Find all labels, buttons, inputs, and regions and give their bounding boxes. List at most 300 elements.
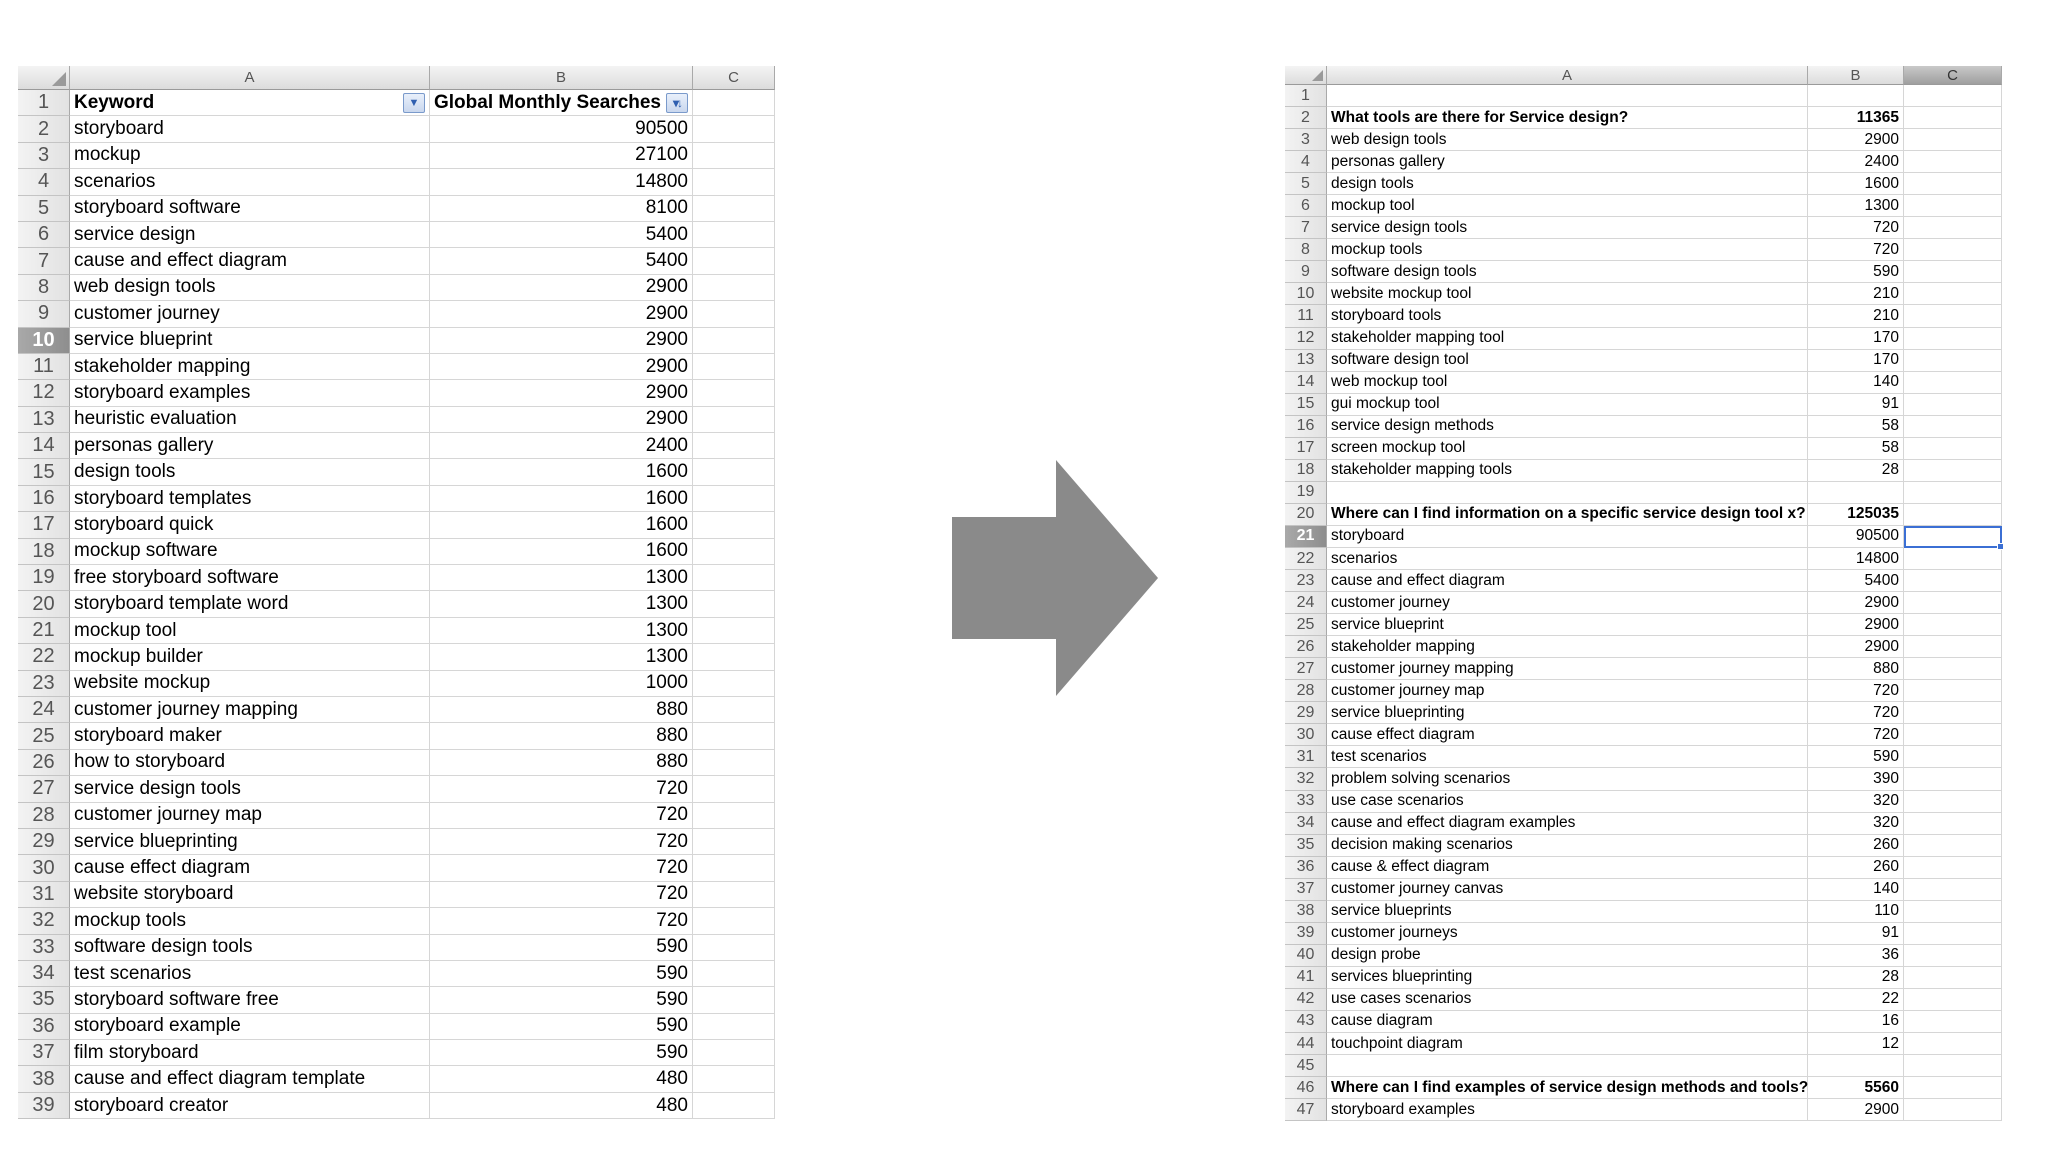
keyword-cell[interactable] [1327,129,1808,151]
row-number[interactable]: 14 [18,433,70,459]
keyword-cell[interactable] [1327,945,1808,967]
searches-cell[interactable] [1808,173,1904,195]
searches-cell[interactable] [1808,923,1904,945]
row-number[interactable]: 40 [1285,945,1327,967]
row-number[interactable]: 39 [18,1093,70,1119]
empty-cell[interactable] [693,169,775,195]
keyword-cell[interactable] [70,539,430,565]
row-number[interactable]: 10 [1285,283,1327,305]
row-number[interactable]: 7 [1285,217,1327,239]
empty-cell[interactable] [1904,614,2002,636]
row-number[interactable]: 16 [1285,416,1327,438]
empty-cell[interactable] [1904,283,2002,305]
empty-cell[interactable] [693,248,775,274]
row-number[interactable]: 10 [18,328,70,354]
searches-cell[interactable] [430,565,693,591]
row-number[interactable]: 18 [18,539,70,565]
keyword-cell[interactable] [1327,658,1808,680]
row-number[interactable]: 12 [1285,328,1327,350]
keyword-cell[interactable] [1327,592,1808,614]
searches-cell[interactable] [430,1040,693,1066]
keyword-cell[interactable] [1327,768,1808,790]
keyword-cell[interactable] [70,750,430,776]
empty-cell[interactable] [693,908,775,934]
row-number[interactable]: 16 [18,486,70,512]
column-header-a[interactable]: A [70,66,430,90]
searches-cell[interactable] [1808,1077,1904,1099]
searches-cell[interactable] [430,1093,693,1119]
row-number[interactable]: 25 [1285,614,1327,636]
empty-cell[interactable] [1904,636,2002,658]
keyword-cell[interactable] [1327,548,1808,570]
row-number[interactable]: 11 [1285,305,1327,327]
searches-cell[interactable] [1808,151,1904,173]
row-number[interactable]: 25 [18,723,70,749]
searches-cell[interactable] [430,301,693,327]
empty-cell[interactable] [1904,305,2002,327]
keyword-cell[interactable] [1327,901,1808,923]
empty-cell[interactable] [1904,746,2002,768]
row-number[interactable]: 13 [18,407,70,433]
empty-cell[interactable] [1904,680,2002,702]
keyword-cell[interactable] [1327,107,1808,129]
searches-cell[interactable] [1808,372,1904,394]
row-number[interactable]: 34 [18,961,70,987]
empty-cell[interactable] [693,486,775,512]
keyword-cell[interactable] [1327,879,1808,901]
keyword-cell[interactable] [1327,967,1808,989]
searches-cell[interactable] [430,1066,693,1092]
keyword-cell[interactable] [1327,1077,1808,1099]
filter-dropdown-icon[interactable]: ▼ [403,93,425,113]
empty-cell[interactable] [1904,945,2002,967]
empty-cell[interactable] [693,380,775,406]
row-number[interactable]: 42 [1285,989,1327,1011]
searches-cell[interactable] [1808,658,1904,680]
row-number[interactable]: 17 [1285,438,1327,460]
keyword-cell[interactable] [1327,482,1808,504]
row-number[interactable]: 27 [1285,658,1327,680]
keyword-cell[interactable] [1327,350,1808,372]
searches-cell[interactable] [430,935,693,961]
row-number[interactable]: 36 [18,1014,70,1040]
keyword-cell[interactable] [1327,85,1808,107]
keyword-cell[interactable] [1327,702,1808,724]
empty-cell[interactable] [1904,791,2002,813]
keyword-cell[interactable] [1327,835,1808,857]
empty-cell[interactable] [1904,217,2002,239]
keyword-cell[interactable] [1327,195,1808,217]
keyword-cell[interactable] [70,644,430,670]
keyword-cell[interactable] [1327,504,1808,526]
searches-cell[interactable] [430,671,693,697]
keyword-cell[interactable] [70,248,430,274]
keyword-cell[interactable] [70,433,430,459]
empty-cell[interactable] [1904,1055,2002,1077]
searches-cell[interactable] [430,90,693,116]
keyword-cell[interactable] [1327,372,1808,394]
row-number[interactable]: 19 [18,565,70,591]
searches-cell[interactable] [430,723,693,749]
keyword-cell[interactable] [1327,614,1808,636]
empty-cell[interactable] [1904,107,2002,129]
searches-cell[interactable] [430,196,693,222]
searches-cell[interactable] [430,248,693,274]
row-number[interactable]: 38 [18,1066,70,1092]
searches-cell[interactable] [430,618,693,644]
empty-cell[interactable] [693,803,775,829]
keyword-cell[interactable] [1327,416,1808,438]
row-number[interactable]: 37 [1285,879,1327,901]
searches-cell[interactable] [430,143,693,169]
row-number[interactable]: 21 [1285,526,1327,548]
row-number[interactable]: 15 [1285,394,1327,416]
searches-cell[interactable] [430,803,693,829]
keyword-cell[interactable] [1327,1099,1808,1121]
searches-cell[interactable] [1808,261,1904,283]
select-all-corner[interactable] [18,66,70,90]
row-number[interactable]: 20 [18,591,70,617]
row-number[interactable]: 22 [18,644,70,670]
row-number[interactable]: 1 [1285,85,1327,107]
keyword-cell[interactable] [70,459,430,485]
empty-cell[interactable] [1904,1099,2002,1121]
searches-cell[interactable] [1808,857,1904,879]
keyword-cell[interactable] [1327,570,1808,592]
searches-cell[interactable] [430,1014,693,1040]
empty-cell[interactable] [693,116,775,142]
empty-cell[interactable] [1904,1033,2002,1055]
empty-cell[interactable] [1904,989,2002,1011]
searches-cell[interactable] [1808,879,1904,901]
searches-cell[interactable] [430,512,693,538]
keyword-cell[interactable] [70,222,430,248]
searches-cell[interactable] [1808,835,1904,857]
keyword-cell[interactable] [70,380,430,406]
searches-cell[interactable] [1808,945,1904,967]
empty-cell[interactable] [1904,923,2002,945]
empty-cell[interactable] [693,961,775,987]
row-number[interactable]: 5 [1285,173,1327,195]
row-number[interactable]: 31 [18,882,70,908]
searches-cell[interactable] [1808,350,1904,372]
row-number[interactable]: 45 [1285,1055,1327,1077]
keyword-cell[interactable] [1327,217,1808,239]
searches-cell[interactable] [1808,195,1904,217]
empty-cell[interactable] [693,301,775,327]
empty-cell[interactable] [693,697,775,723]
keyword-cell[interactable] [70,1014,430,1040]
searches-cell[interactable] [1808,724,1904,746]
row-number[interactable]: 28 [18,803,70,829]
searches-cell[interactable] [1808,813,1904,835]
empty-cell[interactable] [693,829,775,855]
empty-cell[interactable] [1904,129,2002,151]
row-number[interactable]: 27 [18,776,70,802]
empty-cell[interactable] [693,1040,775,1066]
empty-cell[interactable] [1904,85,2002,107]
empty-cell[interactable] [1904,482,2002,504]
empty-cell[interactable] [1904,328,2002,350]
searches-cell[interactable] [430,829,693,855]
row-number[interactable]: 12 [18,380,70,406]
empty-cell[interactable] [693,618,775,644]
column-header-a[interactable]: A [1327,66,1808,85]
searches-cell[interactable] [430,776,693,802]
searches-cell[interactable] [1808,791,1904,813]
row-number[interactable]: 43 [1285,1011,1327,1033]
empty-cell[interactable] [1904,1011,2002,1033]
empty-cell[interactable] [1904,394,2002,416]
searches-cell[interactable] [430,222,693,248]
row-number[interactable]: 26 [1285,636,1327,658]
searches-cell[interactable] [430,644,693,670]
keyword-cell[interactable] [70,591,430,617]
row-number[interactable]: 23 [1285,570,1327,592]
row-number[interactable]: 18 [1285,460,1327,482]
column-header-c[interactable]: C [693,66,775,90]
searches-cell[interactable] [1808,680,1904,702]
row-number[interactable]: 30 [18,855,70,881]
empty-cell[interactable] [1904,592,2002,614]
searches-cell[interactable] [430,697,693,723]
row-number[interactable]: 33 [18,935,70,961]
row-number[interactable]: 36 [1285,857,1327,879]
row-number[interactable]: 11 [18,354,70,380]
searches-cell[interactable] [1808,901,1904,923]
empty-cell[interactable] [693,407,775,433]
keyword-cell[interactable] [1327,989,1808,1011]
empty-cell[interactable] [1904,967,2002,989]
keyword-cell[interactable] [70,987,430,1013]
keyword-cell[interactable] [1327,394,1808,416]
searches-cell[interactable] [430,328,693,354]
column-header-b[interactable]: B [1808,66,1904,85]
searches-cell[interactable] [1808,592,1904,614]
searches-cell[interactable] [1808,702,1904,724]
searches-cell[interactable] [430,855,693,881]
empty-cell[interactable] [1904,724,2002,746]
empty-cell[interactable] [693,855,775,881]
row-number[interactable]: 33 [1285,791,1327,813]
searches-cell[interactable] [430,987,693,1013]
column-header-c[interactable]: C [1904,66,2002,85]
row-number[interactable]: 24 [1285,592,1327,614]
keyword-cell[interactable] [70,354,430,380]
empty-cell[interactable] [693,275,775,301]
row-number[interactable]: 23 [18,671,70,697]
keyword-cell[interactable] [1327,526,1808,548]
empty-cell[interactable] [1904,195,2002,217]
active-cell[interactable] [1904,526,2002,548]
empty-cell[interactable] [693,935,775,961]
row-number[interactable]: 2 [1285,107,1327,129]
keyword-cell[interactable] [70,829,430,855]
empty-cell[interactable] [693,671,775,697]
keyword-cell[interactable] [70,512,430,538]
keyword-cell[interactable] [70,908,430,934]
empty-cell[interactable] [1904,261,2002,283]
row-number[interactable]: 47 [1285,1099,1327,1121]
keyword-cell[interactable] [1327,328,1808,350]
keyword-cell[interactable] [70,1040,430,1066]
empty-cell[interactable] [693,459,775,485]
searches-cell[interactable] [1808,614,1904,636]
empty-cell[interactable] [1904,702,2002,724]
row-number[interactable]: 32 [1285,768,1327,790]
searches-cell[interactable] [430,354,693,380]
keyword-cell[interactable] [70,169,430,195]
searches-cell[interactable] [1808,394,1904,416]
row-number[interactable]: 4 [1285,151,1327,173]
keyword-cell[interactable] [70,407,430,433]
empty-cell[interactable] [1904,813,2002,835]
keyword-cell[interactable] [70,776,430,802]
row-number[interactable]: 4 [18,169,70,195]
searches-cell[interactable] [1808,989,1904,1011]
searches-cell[interactable] [1808,283,1904,305]
searches-cell[interactable] [430,539,693,565]
empty-cell[interactable] [693,90,775,116]
empty-cell[interactable] [693,328,775,354]
keyword-cell[interactable] [70,196,430,222]
keyword-cell[interactable] [1327,923,1808,945]
row-number[interactable]: 13 [1285,350,1327,372]
empty-cell[interactable] [693,644,775,670]
keyword-cell[interactable] [1327,283,1808,305]
searches-cell[interactable] [430,433,693,459]
row-number[interactable]: 5 [18,196,70,222]
searches-cell[interactable] [1808,85,1904,107]
empty-cell[interactable] [1904,768,2002,790]
keyword-cell[interactable] [1327,857,1808,879]
keyword-cell[interactable] [70,565,430,591]
keyword-cell[interactable] [1327,261,1808,283]
keyword-cell[interactable] [70,961,430,987]
row-number[interactable]: 38 [1285,901,1327,923]
empty-cell[interactable] [693,565,775,591]
searches-cell[interactable] [430,486,693,512]
empty-cell[interactable] [693,512,775,538]
row-number[interactable]: 44 [1285,1033,1327,1055]
row-number[interactable]: 28 [1285,680,1327,702]
searches-cell[interactable] [430,882,693,908]
searches-cell[interactable] [1808,1033,1904,1055]
searches-cell[interactable] [1808,239,1904,261]
row-number[interactable]: 35 [1285,835,1327,857]
keyword-cell[interactable] [1327,680,1808,702]
empty-cell[interactable] [693,433,775,459]
searches-cell[interactable] [1808,526,1904,548]
row-number[interactable]: 9 [1285,261,1327,283]
searches-cell[interactable] [1808,460,1904,482]
keyword-cell[interactable] [70,301,430,327]
searches-cell[interactable] [430,116,693,142]
keyword-cell[interactable] [1327,791,1808,813]
keyword-cell[interactable] [70,486,430,512]
empty-cell[interactable] [693,750,775,776]
searches-cell[interactable] [1808,636,1904,658]
keyword-cell[interactable] [1327,813,1808,835]
row-number[interactable]: 6 [1285,195,1327,217]
searches-cell[interactable] [1808,129,1904,151]
keyword-cell[interactable] [70,275,430,301]
keyword-cell[interactable] [1327,1033,1808,1055]
row-number[interactable]: 20 [1285,504,1327,526]
empty-cell[interactable] [1904,835,2002,857]
row-number[interactable]: 35 [18,987,70,1013]
empty-cell[interactable] [693,539,775,565]
row-number[interactable]: 26 [18,750,70,776]
searches-cell[interactable] [430,407,693,433]
empty-cell[interactable] [1904,857,2002,879]
empty-cell[interactable] [1904,350,2002,372]
searches-cell[interactable] [1808,305,1904,327]
searches-cell[interactable] [1808,768,1904,790]
empty-cell[interactable] [1904,460,2002,482]
keyword-cell[interactable] [1327,460,1808,482]
keyword-cell[interactable] [70,618,430,644]
row-number[interactable]: 19 [1285,482,1327,504]
keyword-cell[interactable] [1327,746,1808,768]
row-number[interactable]: 15 [18,459,70,485]
searches-cell[interactable] [1808,107,1904,129]
keyword-cell[interactable] [70,697,430,723]
select-all-corner[interactable] [1285,66,1327,85]
keyword-cell[interactable] [70,116,430,142]
empty-cell[interactable] [1904,173,2002,195]
searches-cell[interactable] [1808,1055,1904,1077]
empty-cell[interactable] [693,776,775,802]
row-number[interactable]: 8 [1285,239,1327,261]
searches-cell[interactable] [1808,482,1904,504]
row-number[interactable]: 29 [1285,702,1327,724]
row-number[interactable]: 24 [18,697,70,723]
row-number[interactable]: 37 [18,1040,70,1066]
row-number[interactable]: 7 [18,248,70,274]
empty-cell[interactable] [1904,548,2002,570]
row-number[interactable]: 31 [1285,746,1327,768]
row-number[interactable]: 29 [18,829,70,855]
empty-cell[interactable] [1904,570,2002,592]
searches-cell[interactable] [430,591,693,617]
empty-cell[interactable] [1904,879,2002,901]
keyword-cell[interactable] [70,803,430,829]
searches-cell[interactable] [430,380,693,406]
keyword-cell[interactable] [1327,1055,1808,1077]
searches-cell[interactable] [430,961,693,987]
keyword-cell[interactable] [1327,151,1808,173]
searches-cell[interactable] [430,459,693,485]
searches-cell[interactable] [1808,438,1904,460]
searches-cell[interactable] [1808,1011,1904,1033]
searches-cell[interactable] [430,908,693,934]
empty-cell[interactable] [693,222,775,248]
keyword-cell[interactable] [1327,1011,1808,1033]
empty-cell[interactable] [1904,658,2002,680]
row-number[interactable]: 3 [18,143,70,169]
keyword-cell[interactable] [1327,239,1808,261]
keyword-cell[interactable] [1327,173,1808,195]
keyword-cell[interactable] [1327,724,1808,746]
searches-cell[interactable] [430,275,693,301]
row-number[interactable]: 8 [18,275,70,301]
searches-cell[interactable] [1808,548,1904,570]
keyword-cell[interactable] [1327,636,1808,658]
column-header-b[interactable]: B [430,66,693,90]
row-number[interactable]: 1 [18,90,70,116]
row-number[interactable]: 41 [1285,967,1327,989]
